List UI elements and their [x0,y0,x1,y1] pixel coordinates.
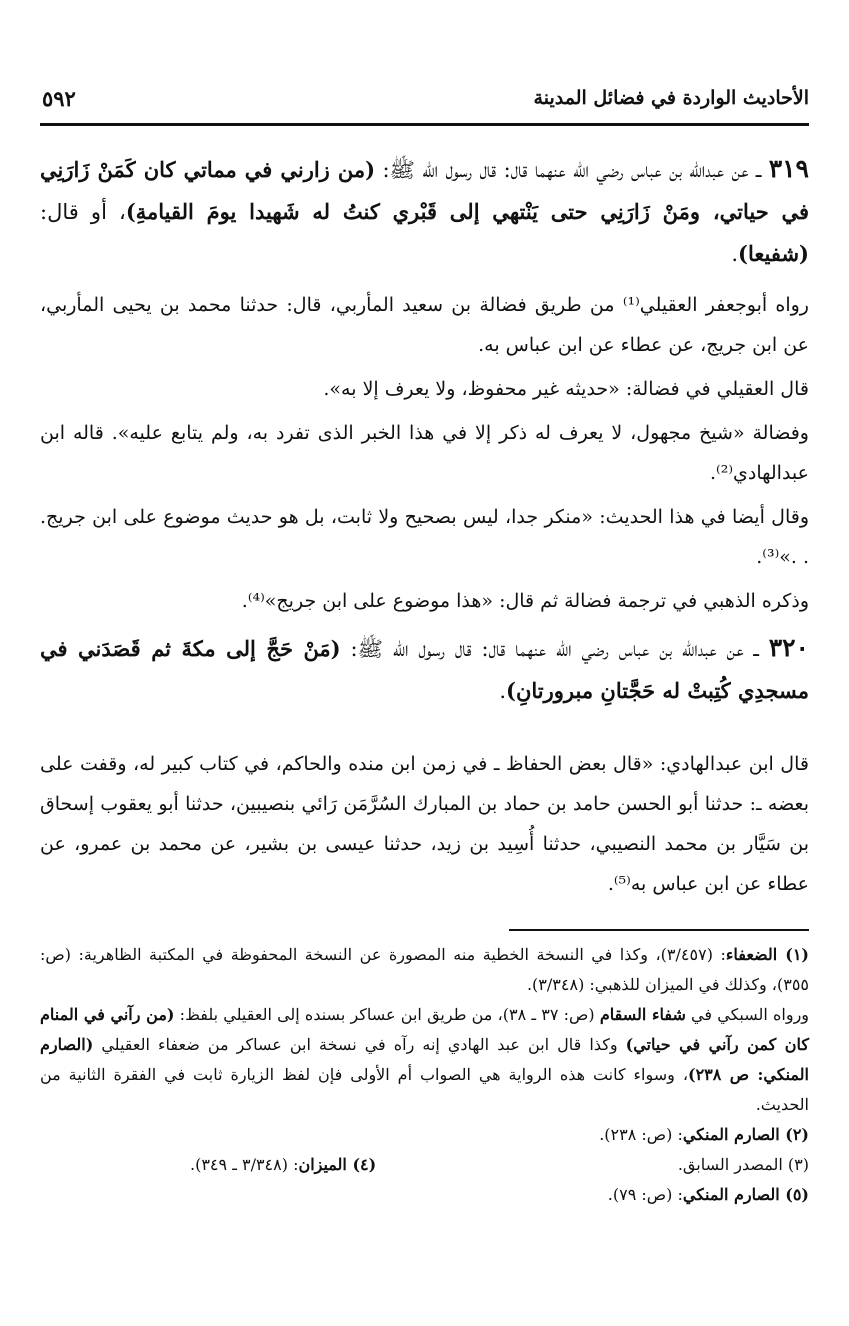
hadith-intro: ــ عن عبدالله بن عباس رضي الله عنهما قال: قال رسول الله ﷺ: [375,158,769,182]
paragraph-uqayli: قال العقيلي في فضالة: «حديثه غير محفوظ، ولا يعرف إلا به». [323,378,809,400]
footnote-text: : (٣/٤٥٧)، وكذا في النسخة الخطية منه المصورة عن النسخة المحفوظة في المكتبة الظاهرية: (ص: ٣٥٥)، وكذلك في الميزان للذهبي: (٣/٣٤٨). [40,945,809,994]
hadith-number: ٣٢٠ [768,633,809,662]
footnote-text: ، وسواء كانت هذه الرواية هي الصواب أم الأولى فإن لفظ الزيارة ثابت في الفقرة الثانية من الحديث. [40,1065,809,1114]
paragraph-fadala: وفضالة «شيخ مجهول، لا يعرف له ذكر إلا في هذا الخبر الذى تفرد به، ولم يتابع عليه». قاله ابن عبدالهادي⁽²⁾. [40,422,809,484]
footnotes [40,940,809,1210]
paragraph-riwaya: رواه أبوجعفر العقيلي⁽¹⁾ من طريق فضالة بن سعيد المأربي، قال: حدثنا محمد بن يحيى المأربي، عن ابن جريج، عن عطاء عن ابن عباس به. [40,294,809,356]
hadith-alt-text: (شفيعا) [738,241,809,266]
book-title: شفاء السقام [599,1005,686,1024]
footnote-label: (١) الضعفاء [725,945,809,964]
spacer [40,722,809,744]
paragraph-ibn-abdulhadi: قال ابن عبدالهادي: «قال بعض الحفاظ ـ في زمن ابن منده والحاكم، في كتاب كبير له، وقفت على بعضه ـ: حدثنا أبو الحسن حامد بن حماد بن المبارك السُرَّمَن رَائي بنصيبين، حدثنا أبو يعقوب إسحاق بن سَيَّار بن محمد النصيبي، حدثنا أُسِيد بن زيد، حدثنا عيسى بن بشير، عن محمد بن عمرو، عن عطاء عن ابن عباس به⁽⁵⁾. [40,753,809,895]
footnote-rule [509,929,809,931]
footnote-5 [40,1180,809,1210]
page-number: ٥٩٢ [42,85,76,111]
footnote-3: (٣) المصدر السابق. [677,1155,809,1174]
hadith-number: ٣١٩ [768,154,809,183]
footnote-4 [190,1150,376,1180]
book-title: (الصارم المنكي: ص ٢٣٨) [40,1035,809,1084]
footnote-label: (٥) الصارم المنكي [682,1185,809,1204]
footnote-text: وكذا قال ابن عبد الهادي إنه رآه في نسخة ابن عساكر من ضعفاء العقيلي [93,1035,626,1054]
running-title: الأحاديث الواردة في فضائل المدينة [533,87,809,109]
paragraph-dhahabi: وذكره الذهبي في ترجمة فضالة ثم قال: «هذا موضوع على ابن جريج»⁽⁴⁾. [241,590,809,612]
footnote-row [40,1150,809,1180]
footnote-text: ورواه السبكي في [685,1005,810,1024]
footnote-1-continued [40,1000,809,1120]
quote-text: (من رآني في المنام كان كمن رآني في حياتي) [40,1005,810,1054]
hadith-320 [40,627,809,712]
main-text [40,148,809,908]
footnote-2 [40,1120,809,1150]
hadith-text: (من زارني في مماتي كان كَمَنْ زَارَنِي في حياتي، ومَنْ زَارَنِي حتى يَنْتهي إلى قَبْري كنتُ له شَهيدا يومَ القيامةِ) [40,157,810,224]
hadith-period: . [731,242,739,266]
header-rule [40,123,809,126]
paragraph-munkar: وقال أيضا في هذا الحديث: «منكر جدا، ليس بصحيح ولا ثابت، بل هو حديث موضوع على ابن جريج. . .»⁽³⁾. [40,506,809,568]
hadith-text: (مَنْ حَجَّ إلى مكةَ ثم قَصَدَني في مسجدِي كُتِبتْ له حَجَّتانِ مبرورتانِ) [40,636,809,703]
hadith-period: . [499,679,507,703]
running-header [42,80,809,116]
hadith-intro: ــ عن عبدالله بن عباس رضي الله عنهما قال: قال رسول الله ﷺ: [340,637,769,661]
footnote-label: (٤) الميزان [298,1155,377,1174]
footnote-1 [40,940,809,1000]
footnote-text: : (٣/٣٤٨ ـ ٣٤٩). [190,1155,299,1174]
hadith-319 [40,148,809,275]
footnote-text: (ص: ٣٧ ـ ٣٨)، من طريق ابن عساكر بسنده إلى العقيلي بلفظ: [174,1005,600,1024]
hadith-tail: ، أو قال: [40,200,126,224]
footnote-text: : (ص: ٧٩). [607,1185,683,1204]
footnote-text: : (ص: ٢٣٨). [599,1125,683,1144]
footnote-label: (٢) الصارم المنكي [682,1125,809,1144]
